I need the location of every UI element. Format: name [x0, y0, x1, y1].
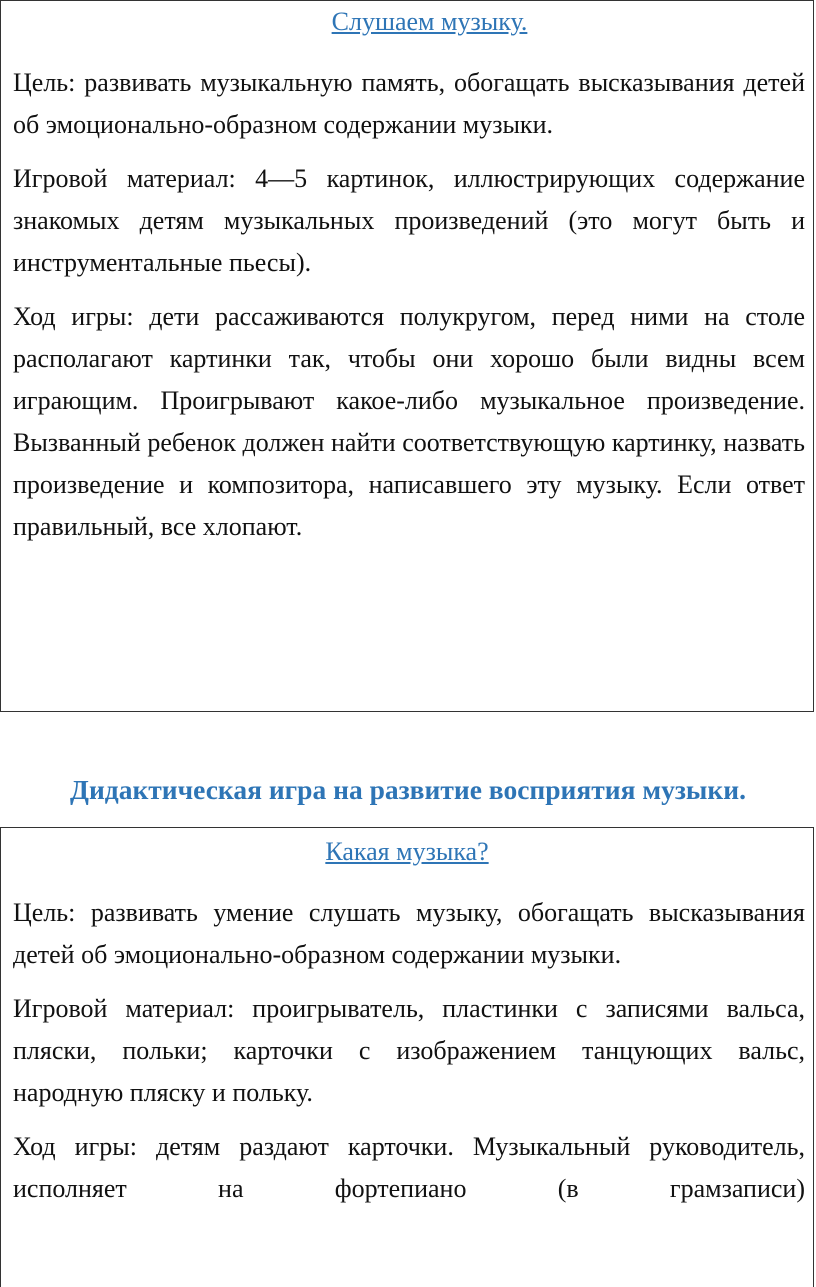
procedure-paragraph: Ход игры: дети рассаживаются полукругом, перед ними на столе располагают картинки так, чтобы они хорошо были видны всем играющим. Проигрывают какое-либо музыкальное произведение. Вызванный ребенок должен найти соответствующую картинку, назвать произведение и композитора, написавшего эту музыку. Если ответ правильный, все хлопают.: [13, 302, 805, 541]
material-paragraph: Игровой материал: проигрыватель, пластинки с записями вальса, пляски, польки; карточки с изображением танцующих вальс, народную пляску и польку.: [13, 994, 805, 1107]
card-title: Какая музыка?: [325, 837, 489, 866]
section-heading: Дидактическая игра на развитие восприятия музыки.: [70, 774, 746, 805]
card-title: Слушаем музыку.: [331, 7, 528, 36]
procedure-paragraph: Ход игры: детям раздают карточки. Музыкальный руководитель, исполняет на фортепиано (в грамзаписи): [13, 1132, 805, 1203]
material-paragraph: Игровой материал: 4—5 картинок, иллюстрирующих содержание знакомых детям музыкальных произведений (это могут быть и инструментальные пьесы).: [13, 164, 805, 277]
goal-paragraph: Цель: развивать музыкальную память, обогащать высказывания детей об эмоционально-образном содержании музыки.: [13, 68, 805, 139]
goal-paragraph: Цель: развивать умение слушать музыку, обогащать высказывания детей об эмоционально-образном содержании музыки.: [13, 898, 805, 969]
game-card-which-music: [0, 827, 814, 1287]
